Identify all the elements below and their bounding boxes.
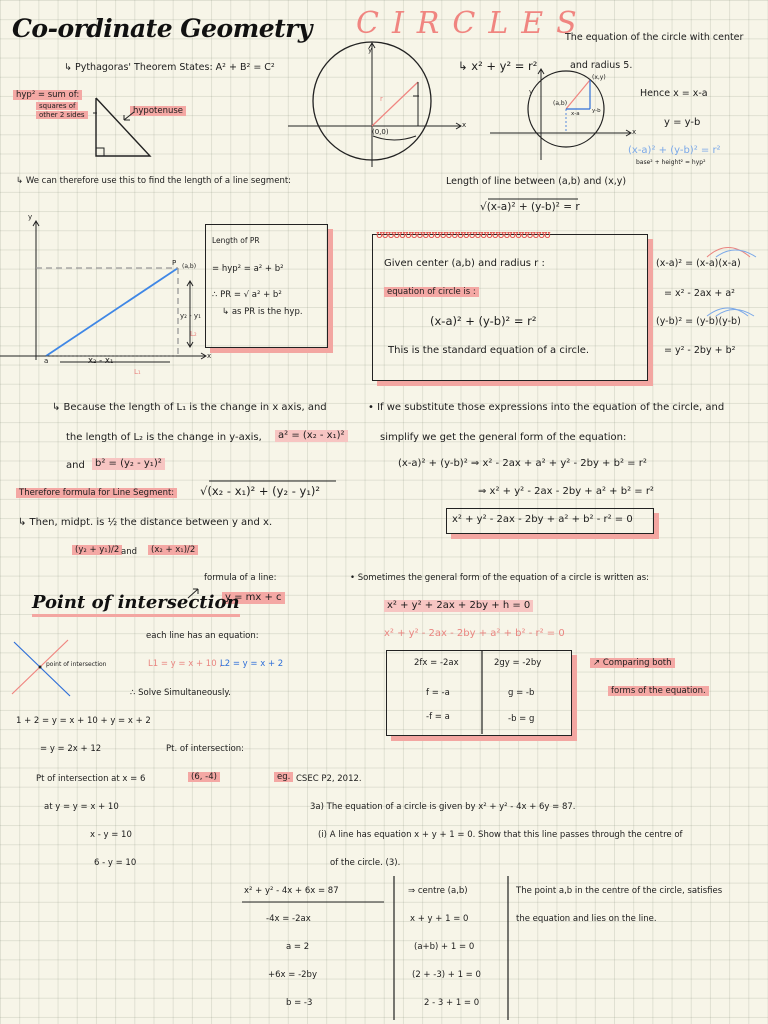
circle-origin: (0,0) (372, 128, 389, 136)
base-height-caption: base² + height² = hyp² (636, 159, 706, 166)
x-minus-y-step: x - y = 10 (90, 830, 132, 840)
graph-x-axis: x (207, 352, 212, 360)
work-col1-line2: -4x = -2ax (266, 914, 311, 924)
graph-y-axis: y (28, 213, 33, 221)
pr-box-line1: = hyp² = a² + b² (212, 264, 284, 274)
line-segment-formula: √(x₂ - x₁)² + (y₂ - y₁)² (200, 484, 321, 498)
comparing-label1: ↗ Comparing both (590, 658, 675, 668)
hence-x: Hence x = x-a (640, 88, 708, 99)
circle-r-label: r (380, 95, 383, 103)
small-y-minus-b: y-b (592, 108, 601, 114)
hyp-label: hyp² = sum of: (13, 90, 82, 100)
a-squared-formula: a² = (x₂ - x₁)² (275, 430, 348, 442)
expansion-line3: (y-b)² = (y-b)(y-b) (656, 316, 741, 327)
pt-intersection-value: (6, -4) (188, 772, 220, 782)
line2-equation: L2 = y = x + 2 (220, 659, 284, 669)
each-line-label: each line has an equation: (146, 631, 259, 641)
midpoint-x: (x₂ + x₁)/2 (148, 545, 198, 555)
six-minus-y-step: 6 - y = 10 (94, 858, 137, 868)
comparing-label2: forms of the equation. (608, 686, 709, 696)
graph-y-diff: y₂ - y₁ (180, 312, 201, 320)
graph-origin-label: a (44, 357, 49, 365)
work-col1-line3: a = 2 (286, 942, 310, 952)
small-x-minus-a: x-a (571, 111, 580, 117)
hypotenuse-label: hypotenuse (130, 106, 186, 116)
circle-equation: ↳ x² + y² = r² (458, 59, 538, 73)
work-col1-line4: +6x = -2by (268, 970, 317, 980)
because-line2: the length of L₂ is the change in y-axis, (66, 432, 262, 443)
given-center-text: Given center (a,b) and radius r : (384, 258, 545, 269)
circle-axis-y: y (368, 46, 373, 54)
small-axis-x: x (632, 128, 637, 136)
at-y-step: at y = y = x + 10 (44, 802, 119, 812)
substitute-line2: simplify we get the general form of the equation: (380, 432, 627, 443)
expansion-line1: (x-a)² = (x-a)(x-a) (656, 258, 741, 269)
circle-center-text: The equation of the circle with center (565, 32, 744, 43)
pr-box-line2: ∴ PR = √ a² + b² (212, 290, 282, 300)
midpoint-y: (y₂ + y₁)/2 (72, 545, 122, 555)
work-col1-line1: x² + y² - 4x + 6x = 87 (244, 886, 339, 896)
table-cell-2: 2gy = -2by (494, 658, 542, 668)
graph-x-diff: x₂ - x₁ (88, 356, 114, 366)
small-xy: (x,y) (592, 74, 606, 81)
example-q3a: 3a) The equation of a circle is given by x² + y² - 4x + 6y = 87. (310, 802, 576, 812)
graph-l2: L₂ (190, 330, 197, 338)
work-col3-line2: the equation and lies on the line. (516, 914, 657, 924)
circles-title: CIRCLES (356, 6, 590, 41)
b-squared-formula: b² = (y₂ - y₁)² (92, 458, 165, 470)
work-col2-line3: (a+b) + 1 = 0 (414, 942, 475, 952)
work-col1-line5: b = -3 (286, 998, 313, 1008)
small-axis-y: y (529, 88, 534, 96)
line1-equation: L1 = y = x + 10 , (148, 659, 223, 669)
general-form-equation: x² + y² - 2ax - 2by + a² + b² - r² = 0 (452, 514, 633, 525)
intersection-point-label: point of intersection (46, 661, 107, 668)
circle-axis-x: x (462, 121, 467, 129)
example-qi2: of the circle. (3). (330, 858, 401, 868)
solve-step1: 1 + 2 = y = x + 10 + y = x + 2 (16, 716, 151, 726)
length-between-label: Length of line between (a,b) and (x,y) (446, 176, 627, 187)
sometimes-text: • Sometimes the general form of the equation of a circle is written as: (350, 573, 649, 583)
solve-simultaneously: ∴ Solve Simultaneously. (130, 688, 231, 698)
intersection-title: Point of intersection (32, 592, 240, 617)
line-segment-formula-label: Therefore formula for Line Segment: (16, 488, 177, 498)
general-eq2: x² + y² - 2ax - 2by + a² + b² - r² = 0 (384, 628, 565, 639)
work-col2-line2: x + y + 1 = 0 (410, 914, 469, 924)
equation-of-circle-label: equation of circle is : (384, 287, 479, 297)
midpoint-text: ↳ Then, midpt. is ½ the distance between y and x. (18, 517, 273, 528)
squares-label: squares of (36, 102, 78, 110)
pr-box-title: Length of PR (212, 236, 260, 245)
expansion-line4: = y² - 2by + b² (664, 345, 736, 356)
substitute-line1: • If we substitute those expressions into the equation of the circle, and (368, 402, 725, 413)
box-wave-decoration: ʊʊʊʊʊʊʊʊʊʊʊʊʊʊʊʊʊʊʊʊʊʊʊʊʊʊʊʊʊʊ (376, 228, 550, 241)
distance-sqrt-formula: √(x-a)² + (y-b)² = r (480, 201, 580, 213)
pythagoras-statement: ↳ Pythagoras' Theorem States: A² + B² = C² (64, 62, 275, 73)
hence-y: y = y-b (664, 117, 701, 128)
example-qi: (i) A line has equation x + y + 1 = 0. Show that this line passes through the centre of (318, 830, 683, 840)
expansion-line2: = x² - 2ax + a² (664, 288, 735, 299)
table-cell-5: -f = a (426, 712, 450, 722)
graph-ab-label: (a,b) (182, 263, 197, 270)
work-col2-line5: 2 - 3 + 1 = 0 (424, 998, 480, 1008)
pt-intersection-at: Pt of intersection at x = 6 (36, 774, 146, 784)
center-radius-label: and radius 5. (570, 60, 633, 71)
line-formula-label: formula of a line: (204, 573, 277, 583)
standard-equation-note: This is the standard equation of a circle. (388, 345, 590, 356)
work-col2-line1: ⇒ centre (a,b) (408, 886, 468, 896)
work-col2-line4: (2 + -3) + 1 = 0 (412, 970, 481, 980)
work-col3-line1: The point a,b in the centre of the circle, satisfies (516, 886, 723, 896)
graph-l1: L₁ (134, 368, 141, 376)
because-and: and (66, 460, 85, 471)
page-title: Co-ordinate Geometry (12, 14, 312, 43)
table-cell-1: 2fx = -2ax (414, 658, 459, 668)
general-eq1: x² + y² + 2ax + 2by + h = 0 (384, 600, 533, 612)
because-line1: ↳ Because the length of L₁ is the change in x axis, and (52, 402, 327, 413)
table-cell-4: g = -b (508, 688, 535, 698)
substitute-line4: ⇒ x² + y² - 2ax - 2by + a² + b² = r² (478, 486, 654, 497)
graph-p-label: P (172, 259, 177, 267)
line-formula: y = mx + c (222, 592, 285, 604)
midpoint-and: and (121, 547, 137, 557)
pt-intersection-label: Pt. of intersection: (166, 744, 245, 754)
standard-equation: (x-a)² + (y-b)² = r² (430, 314, 537, 328)
small-ab: (a,b) (553, 100, 568, 107)
example-source: CSEC P2, 2012. (296, 774, 362, 784)
pr-box-line3: ↳ as PR is the hyp. (222, 307, 303, 317)
table-cell-6: -b = g (508, 714, 535, 724)
example-label: eg. (274, 772, 293, 782)
other-sides-label: other 2 sides (36, 111, 88, 119)
solve-step2: = y = 2x + 12 (40, 744, 102, 754)
base-height-formula: (x-a)² + (y-b)² = r² (628, 145, 721, 156)
substitute-line3: (x-a)² + (y-b)² ⇒ x² - 2ax + a² + y² - 2by + b² = r² (398, 458, 647, 469)
table-cell-3: f = -a (426, 688, 450, 698)
line-segment-intro: ↳ We can therefore use this to find the length of a line segment: (16, 176, 292, 186)
